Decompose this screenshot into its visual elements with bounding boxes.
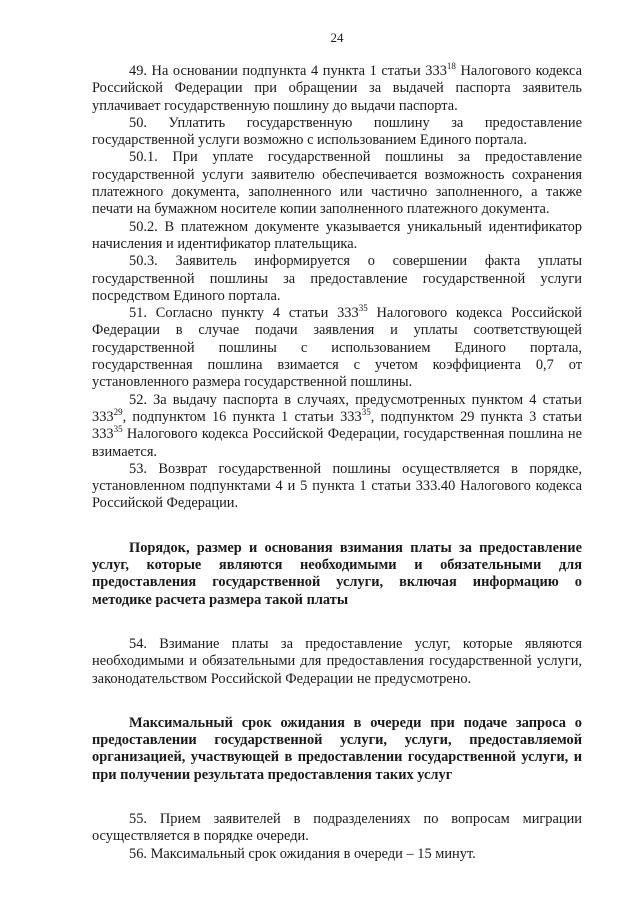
paragraph-52-text-d: Налогового кодекса Российской Федерации, государственная пошлина не взимается. (92, 426, 582, 460)
paragraph-50-1: 50.1. При уплате государственной пошлины за предоставление государственной услуги заявителю обеспечивается возможность сохранения платежного документа, заполненного или частично заполненного, а также печати на бумажном носителе копии заполненного платежного документа. (92, 149, 582, 218)
superscript-29: 29 (113, 407, 123, 418)
spacer (92, 513, 582, 540)
paragraph-56: 56. Максимальный срок ожидания в очереди – 15 минут. (129, 845, 476, 862)
paragraph-51 (92, 305, 582, 391)
section-heading-queue: Максимальный срок ожидания в очереди при подаче запроса о предоставлении государственной услуги, услуги, предоставляемой организацией, участвующей в предоставлении государственной услуги, и при получении результата предоставления таких услуг (92, 714, 582, 783)
paragraph-52-text-c: , подпунктом 29 пункта 3 статьи 333 (92, 408, 582, 443)
paragraph-52-text-b: , подпунктом 16 пункта 1 статьи 333 (122, 408, 362, 425)
spacer (92, 784, 582, 811)
paragraph-50: 50. Уплатить государственную пошлину за предоставление государственной услуги возможно с использованием Единого портала. (92, 114, 582, 149)
paragraph-50-2: 50.2. В платежном документе указывается уникальный идентификатор начисления и идентификатор плательщика. (92, 218, 582, 252)
spacer (92, 609, 582, 636)
superscript-35-b: 35 (361, 407, 371, 418)
paragraph-49-text-a: 49. На основании подпункта 4 пункта 1 статьи 333 (129, 63, 447, 79)
spacer (92, 688, 582, 715)
superscript-35-c: 35 (113, 424, 123, 435)
paragraph-54: 54. Взимание платы за предоставление услуг, которые являются необходимыми и обязательными для предоставления государственной услуги, законодательством Российской Федерации не предусмотрено. (92, 635, 582, 687)
paragraph-50-3: 50.3. Заявитель информируется о совершении факта уплаты государственной пошлины за предоставление государственной услуги посредством Единого портала. (92, 253, 582, 304)
section-heading-fees: Порядок, размер и основания взимания платы за предоставление услуг, которые являются необходимыми и обязательными для предоставления государственной услуги, включая информацию о методике расчета размера такой платы (92, 539, 582, 608)
paragraph-51-text-a: 51. Согласно пункту 4 статьи 333 (129, 305, 359, 322)
paragraph-53: 53. Возврат государственной пошлины осуществляется в порядке, установленном подпунктами 4 и 5 пункта 1 статьи 333.40 Налогового кодекса Российской Федерации. (92, 460, 582, 512)
superscript-35: 35 (358, 303, 368, 314)
paragraph-52-text-a: 52. За выдачу паспорта в случаях, предусмотренных пунктом 4 статьи 333 (92, 391, 582, 425)
paragraph-52 (92, 392, 582, 461)
document-body (92, 63, 582, 863)
paragraph-51-text-b: Налогового кодекса Российской Федерации в случае подачи заявления и уплаты соответствующей государственной пошлины с использованием Единого портала, государственная пошлина взимается с учетом коэффициента 0,7 от установленного размера государственной пошлины. (92, 305, 582, 391)
paragraph-55: 55. Прием заявителей в подразделениях по вопросам миграции осуществляется в порядке очереди. (92, 810, 582, 845)
paragraph-49-text-b: Налогового кодекса Российской Федерации при обращении за выдачей паспорта заявитель уплачивает государственную пошлину до выдачи паспорта. (92, 63, 582, 114)
superscript-18: 18 (446, 61, 456, 72)
paragraph-49 (92, 63, 582, 115)
page-number: 24 (330, 30, 344, 45)
